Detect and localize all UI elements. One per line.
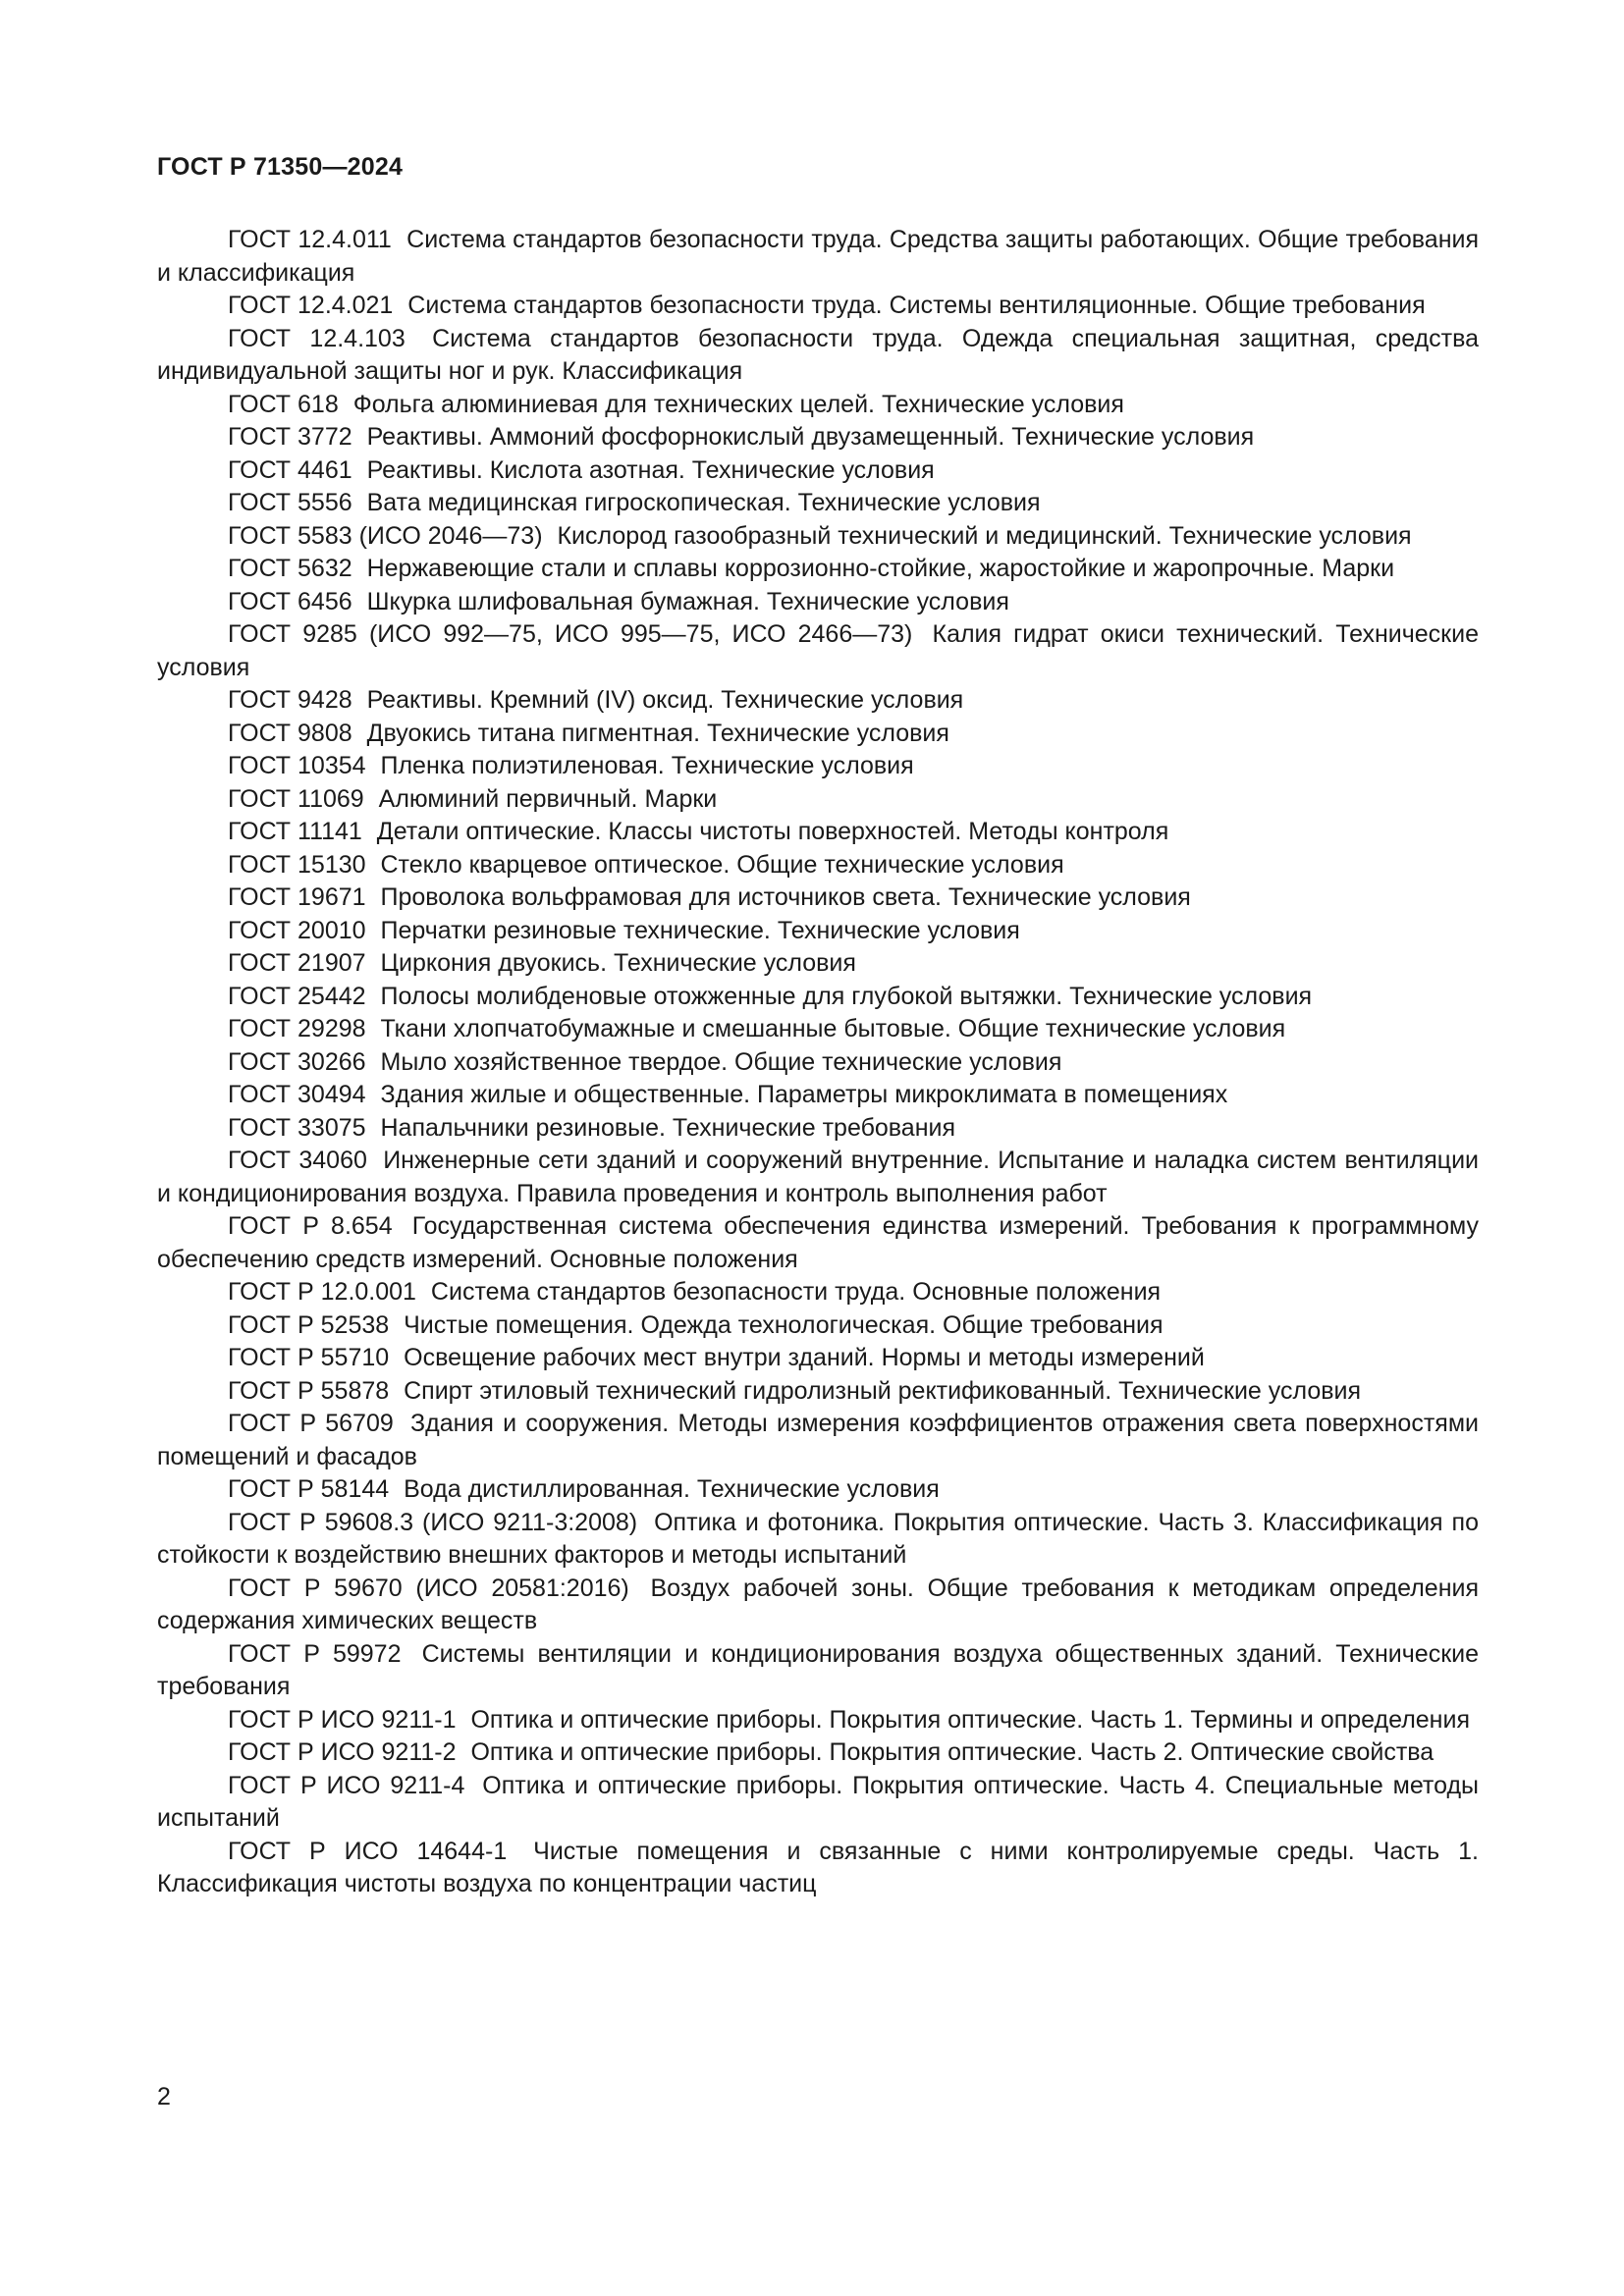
reference-title: Стекло кварцевое оптическое. Общие технические условия xyxy=(380,850,1064,879)
reference-code: ГОСТ Р ИСО 14644-1 xyxy=(228,1837,508,1865)
reference-title: Здания и сооружения. Методы измерения коэффициентов отражения света поверхностями помещений и фасадов xyxy=(157,1410,1479,1470)
reference-entry xyxy=(157,849,1479,882)
reference-code: ГОСТ 30266 xyxy=(228,1047,366,1076)
reference-entry xyxy=(157,487,1479,520)
reference-entry xyxy=(157,1079,1479,1112)
reference-code: ГОСТ Р 58144 xyxy=(228,1475,390,1503)
reference-entry xyxy=(157,1573,1479,1638)
page-number: 2 xyxy=(157,2083,171,2110)
reference-code: ГОСТ 15130 xyxy=(228,850,366,879)
reference-title: Здания жилые и общественные. Параметры микроклимата в помещениях xyxy=(380,1081,1228,1108)
reference-title: Алюминий первичный. Марки xyxy=(378,784,718,813)
reference-entry xyxy=(157,915,1479,948)
reference-title: Мыло хозяйственное твердое. Общие технические условия xyxy=(380,1047,1062,1076)
reference-entry xyxy=(157,1507,1479,1573)
reference-entry xyxy=(157,586,1479,619)
reference-code: ГОСТ 11069 xyxy=(228,784,364,813)
reference-code: ГОСТ 21907 xyxy=(228,949,366,977)
reference-entry xyxy=(157,1638,1479,1704)
reference-code: ГОСТ 11141 xyxy=(228,818,362,845)
reference-code: ГОСТ 5632 xyxy=(228,555,352,582)
reference-title: Система стандартов безопасности труда. Средства защиты работающих. Общие требования и классификация xyxy=(157,226,1480,287)
reference-title: Циркония двуокись. Технические условия xyxy=(380,949,856,977)
reference-code: ГОСТ Р 12.0.001 xyxy=(228,1278,416,1306)
reference-title: Пленка полиэтиленовая. Технические условия xyxy=(380,752,914,779)
reference-entry xyxy=(157,1046,1479,1080)
reference-title: Кислород газообразный технический и медицинский. Технические условия xyxy=(557,521,1412,550)
reference-entry xyxy=(157,1736,1479,1770)
reference-entry xyxy=(157,553,1479,586)
reference-title: Чистые помещения. Одежда технологическая. Общие требования xyxy=(404,1310,1164,1339)
reference-title: Государственная система обеспечения единства измерений. Требования к программному обеспечению средств измерений. Основные положения xyxy=(157,1212,1480,1273)
reference-entry xyxy=(157,1342,1479,1375)
reference-title: Полосы молибденовые отожженные для глубокой вытяжки. Технические условия xyxy=(380,982,1313,1010)
reference-title: Реактивы. Аммоний фосфорнокислый двузамещенный. Технические условия xyxy=(366,423,1255,451)
reference-code: ГОСТ Р ИСО 9211-2 xyxy=(228,1738,457,1766)
reference-title: Реактивы. Кислота азотная. Технические условия xyxy=(366,455,935,484)
reference-entry xyxy=(157,1276,1479,1309)
reference-code: ГОСТ Р 59670 (ИСО 20581:2016) xyxy=(228,1574,629,1602)
reference-code: ГОСТ 19671 xyxy=(228,883,366,911)
reference-title: Система стандартов безопасности труда. Одежда специальная защитная, средства индивидуальной защиты ног и рук. Классификация xyxy=(157,324,1479,385)
reference-code: ГОСТ 30494 xyxy=(228,1081,366,1108)
reference-title: Система стандартов безопасности труда. Основные положения xyxy=(430,1278,1162,1306)
reference-title: Фольга алюминиевая для технических целей. Технические условия xyxy=(352,390,1124,418)
reference-entry xyxy=(157,290,1479,323)
reference-title: Детали оптические. Классы чистоты поверхностей. Методы контроля xyxy=(376,818,1169,845)
reference-entry xyxy=(157,1836,1479,1901)
reference-title: Оптика и оптические приборы. Покрытия оптические. Часть 4. Специальные методы испытаний xyxy=(157,1771,1480,1832)
reference-title: Инженерные сети зданий и сооружений внутренние. Испытание и наладка систем вентиляции и кондиционирования воздуха. Правила проведения и контроль выполнения работ xyxy=(157,1147,1480,1207)
reference-title: Калия гидрат окиси технический. Технические условия xyxy=(157,620,1479,681)
reference-code: ГОСТ 12.4.103 xyxy=(228,324,406,352)
reference-entry xyxy=(157,881,1479,915)
normative-references-list xyxy=(157,224,1479,1901)
reference-entry xyxy=(157,1145,1479,1210)
reference-entry xyxy=(157,1210,1479,1276)
reference-title: Спирт этиловый технический гидролизный ректификованный. Технические условия xyxy=(404,1376,1362,1405)
reference-title: Оптика и фотоника. Покрытия оптические. Часть 3. Классификация по стойкости к воздействию внешних факторов и методы испытаний xyxy=(157,1508,1479,1569)
reference-entry xyxy=(157,1473,1479,1507)
reference-code: ГОСТ 33075 xyxy=(228,1113,366,1142)
reference-entry xyxy=(157,750,1479,783)
reference-title: Вода дистиллированная. Технические условия xyxy=(404,1475,940,1503)
reference-code: ГОСТ 34060 xyxy=(228,1147,367,1174)
reference-code: ГОСТ Р 52538 xyxy=(228,1310,390,1339)
reference-entry xyxy=(157,421,1479,454)
reference-title: Освещение рабочих мест внутри зданий. Нормы и методы измерений xyxy=(404,1344,1205,1371)
reference-code: ГОСТ 9428 xyxy=(228,686,352,714)
reference-entry xyxy=(157,1013,1479,1046)
standard-id-header: ГОСТ Р 71350—2024 xyxy=(157,153,404,181)
reference-code: ГОСТ Р 8.654 xyxy=(228,1212,393,1240)
reference-code: ГОСТ Р ИСО 9211-4 xyxy=(228,1771,465,1799)
reference-entry xyxy=(157,520,1479,554)
reference-entry xyxy=(157,718,1479,751)
reference-title: Шкурка шлифовальная бумажная. Технические условия xyxy=(366,587,1009,615)
reference-entry xyxy=(157,981,1479,1014)
reference-title: Нержавеющие стали и сплавы коррозионно-стойкие, жаростойкие и жаропрочные. Марки xyxy=(366,555,1395,582)
reference-title: Перчатки резиновые технические. Технические условия xyxy=(380,916,1020,944)
reference-code: ГОСТ 9808 xyxy=(228,719,352,747)
reference-title: Системы вентиляции и кондиционирования воздуха общественных зданий. Технические требования xyxy=(157,1639,1479,1700)
reference-code: ГОСТ 12.4.021 xyxy=(228,292,394,319)
reference-title: Напальчники резиновые. Технические требования xyxy=(380,1113,956,1142)
reference-entry xyxy=(157,1309,1479,1343)
reference-code: ГОСТ 5583 (ИСО 2046—73) xyxy=(228,521,543,550)
reference-title: Вата медицинская гигроскопическая. Технические условия xyxy=(366,489,1041,516)
reference-code: ГОСТ 3772 xyxy=(228,423,352,451)
reference-title: Оптика и оптические приборы. Покрытия оптические. Часть 1. Термины и определения xyxy=(470,1705,1470,1734)
reference-code: ГОСТ 25442 xyxy=(228,982,366,1010)
reference-title: Чистые помещения и связанные с ними контролируемые среды. Часть 1. Классификация чистоты воздуха по концентрации частиц xyxy=(157,1837,1479,1897)
reference-entry xyxy=(157,1112,1479,1146)
reference-code: ГОСТ 4461 xyxy=(228,455,352,484)
reference-entry xyxy=(157,389,1479,422)
reference-title: Оптика и оптические приборы. Покрытия оптические. Часть 2. Оптические свойства xyxy=(470,1738,1435,1766)
reference-code: ГОСТ 618 xyxy=(228,390,339,418)
reference-entry xyxy=(157,1704,1479,1737)
reference-code: ГОСТ Р 55878 xyxy=(228,1376,390,1405)
reference-title: Воздух рабочей зоны. Общие требования к методикам определения содержания химических веществ xyxy=(157,1574,1480,1634)
reference-code: ГОСТ 12.4.011 xyxy=(228,226,392,253)
reference-entry xyxy=(157,1408,1479,1473)
reference-entry xyxy=(157,816,1479,849)
reference-code: ГОСТ 6456 xyxy=(228,587,352,615)
reference-entry xyxy=(157,224,1479,290)
reference-entry xyxy=(157,1375,1479,1409)
reference-title: Проволока вольфрамовая для источников света. Технические условия xyxy=(380,883,1191,911)
reference-code: ГОСТ 29298 xyxy=(228,1015,366,1042)
reference-title: Двуокись титана пигментная. Технические условия xyxy=(366,719,949,747)
reference-title: Реактивы. Кремний (IV) оксид. Технические условия xyxy=(366,686,964,714)
reference-entry xyxy=(157,454,1479,488)
reference-entry xyxy=(157,323,1479,389)
reference-code: ГОСТ Р 56709 xyxy=(228,1410,394,1437)
reference-code: ГОСТ Р 59608.3 (ИСО 9211-3:2008) xyxy=(228,1508,638,1536)
reference-code: ГОСТ Р 55710 xyxy=(228,1344,390,1371)
reference-entry xyxy=(157,618,1479,684)
reference-entry xyxy=(157,684,1479,718)
reference-code: ГОСТ Р 59972 xyxy=(228,1639,402,1668)
reference-title: Ткани хлопчатобумажные и смешанные бытовые. Общие технические условия xyxy=(380,1015,1286,1042)
reference-code: ГОСТ 5556 xyxy=(228,489,352,516)
reference-title: Система стандартов безопасности труда. Системы вентиляционные. Общие требования xyxy=(407,292,1426,319)
reference-entry xyxy=(157,947,1479,981)
reference-entry xyxy=(157,1770,1479,1836)
reference-code: ГОСТ 9285 (ИСО 992—75, ИСО 995—75, ИСО 2466—73) xyxy=(228,620,913,648)
reference-code: ГОСТ 10354 xyxy=(228,752,366,779)
reference-code: ГОСТ Р ИСО 9211-1 xyxy=(228,1705,457,1734)
reference-entry xyxy=(157,783,1479,817)
reference-code: ГОСТ 20010 xyxy=(228,916,366,944)
